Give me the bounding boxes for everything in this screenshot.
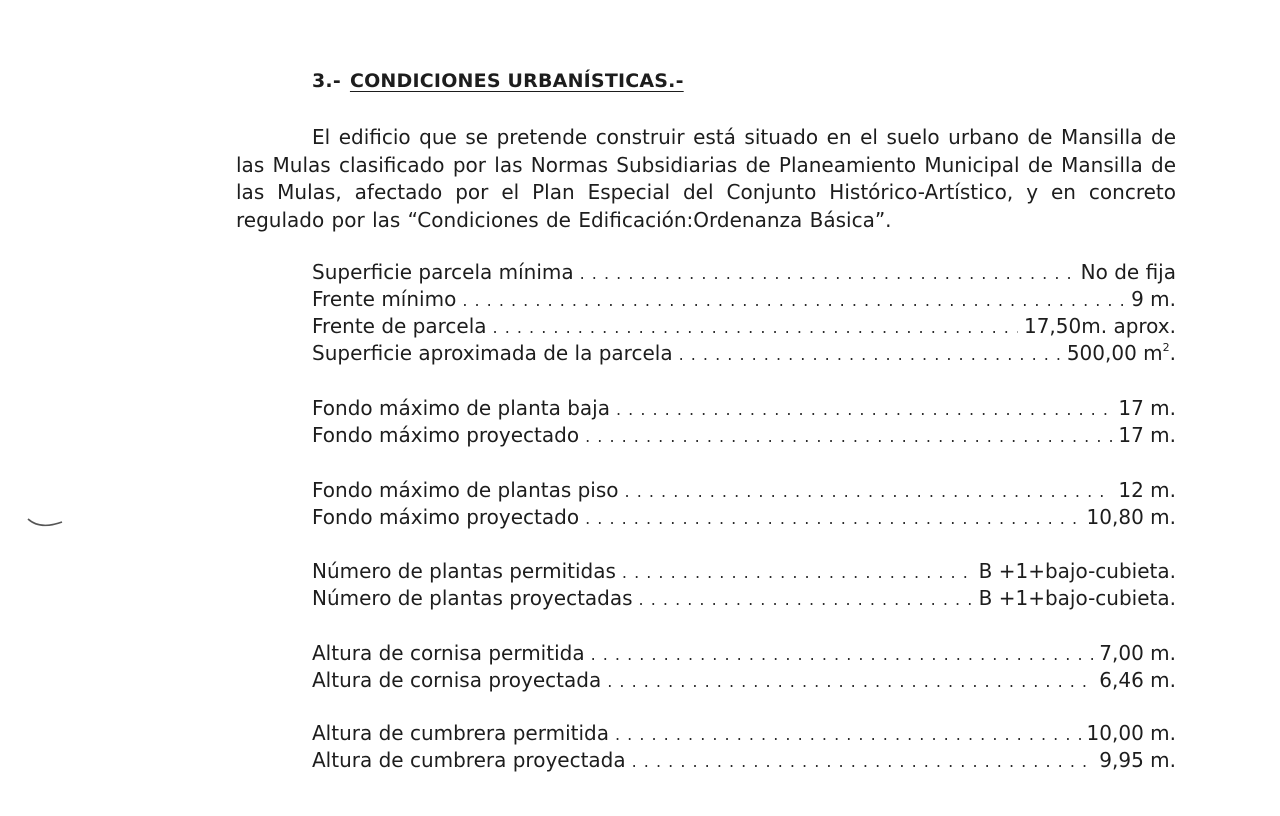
spec-row	[312, 559, 1176, 586]
spec-row	[312, 641, 1176, 668]
spec-value: 17 m.	[1118, 396, 1176, 420]
spec-label: Superficie aproximada de la parcela	[312, 341, 673, 365]
spec-label: Fondo máximo de plantas piso	[312, 478, 619, 502]
spec-label: Altura de cumbrera permitida	[312, 721, 609, 745]
spec-label: Superficie parcela mínima	[312, 260, 574, 284]
spec-value: 10,00 m.	[1086, 721, 1176, 745]
area-superscript: 2	[1162, 341, 1170, 354]
leader-dots	[607, 672, 1093, 691]
leader-dots	[493, 318, 1018, 337]
spec-label: Fondo máximo de planta baja	[312, 396, 610, 420]
spec-value: 9,95 m.	[1099, 748, 1176, 772]
leader-dots	[622, 563, 973, 582]
leader-dots	[591, 645, 1094, 664]
spec-row	[312, 478, 1176, 505]
spec-row	[312, 748, 1176, 775]
spec-row	[312, 314, 1176, 341]
leader-dots	[639, 590, 973, 609]
leader-dots	[615, 725, 1081, 744]
area-suffix: .	[1169, 341, 1176, 365]
scan-mark	[26, 516, 66, 532]
spec-label: Fondo máximo proyectado	[312, 505, 580, 529]
spec-label: Fondo máximo proyectado	[312, 423, 580, 447]
spec-label: Altura de cornisa permitida	[312, 641, 585, 665]
leader-dots	[679, 345, 1061, 364]
leader-dots	[462, 291, 1125, 310]
section-heading	[312, 70, 684, 92]
spec-label: Número de plantas proyectadas	[312, 586, 633, 610]
spec-value: No de fija	[1080, 260, 1176, 284]
spec-value: 17,50m. aprox.	[1023, 314, 1176, 338]
spec-label: Frente mínimo	[312, 287, 457, 311]
spec-row	[312, 505, 1176, 532]
spec-row	[312, 668, 1176, 695]
leader-dots	[632, 752, 1094, 771]
spec-row	[312, 341, 1176, 368]
leader-dots	[580, 264, 1075, 283]
spec-value: B +1+bajo-cubieta.	[978, 559, 1176, 583]
spec-label: Frente de parcela	[312, 314, 487, 338]
spec-value: 7,00 m.	[1099, 641, 1176, 665]
spec-value: 6,46 m.	[1099, 668, 1176, 692]
spec-row	[312, 260, 1176, 287]
leader-dots	[585, 509, 1080, 528]
spec-row	[312, 423, 1176, 450]
spec-row	[312, 586, 1176, 613]
section-number: 3.-	[312, 70, 341, 92]
spec-row	[312, 721, 1176, 748]
spec-label: Altura de cumbrera proyectada	[312, 748, 626, 772]
spec-value: 9 m.	[1131, 287, 1176, 311]
spec-value: 10,80 m.	[1086, 505, 1176, 529]
spec-label: Número de plantas permitidas	[312, 559, 616, 583]
section-title: CONDICIONES URBANÍSTICAS.-	[349, 70, 684, 92]
leader-dots	[616, 400, 1112, 419]
leader-dots	[625, 482, 1113, 501]
spec-label: Altura de cornisa proyectada	[312, 668, 602, 692]
spec-row	[312, 287, 1176, 314]
spec-value: 17 m.	[1118, 423, 1176, 447]
area-value: 500,00 m	[1066, 341, 1163, 365]
spec-value: 12 m.	[1118, 478, 1176, 502]
spec-row	[312, 396, 1176, 423]
intro-paragraph: El edificio que se pretende construir está situado en el suelo urbano de Mansilla de las Mulas clasificado por las Normas Subsidiarias de Planeamiento Municipal de Mansilla de las Mulas, afectado por el Plan Especial del Conjunto Histórico-Artístico, y en concreto regulado por las “Condiciones de Edificación:Ordenanza Básica”.	[236, 125, 1176, 232]
leader-dots	[585, 427, 1112, 446]
spec-value: B +1+bajo-cubieta.	[978, 586, 1176, 610]
spec-value	[1067, 341, 1176, 365]
